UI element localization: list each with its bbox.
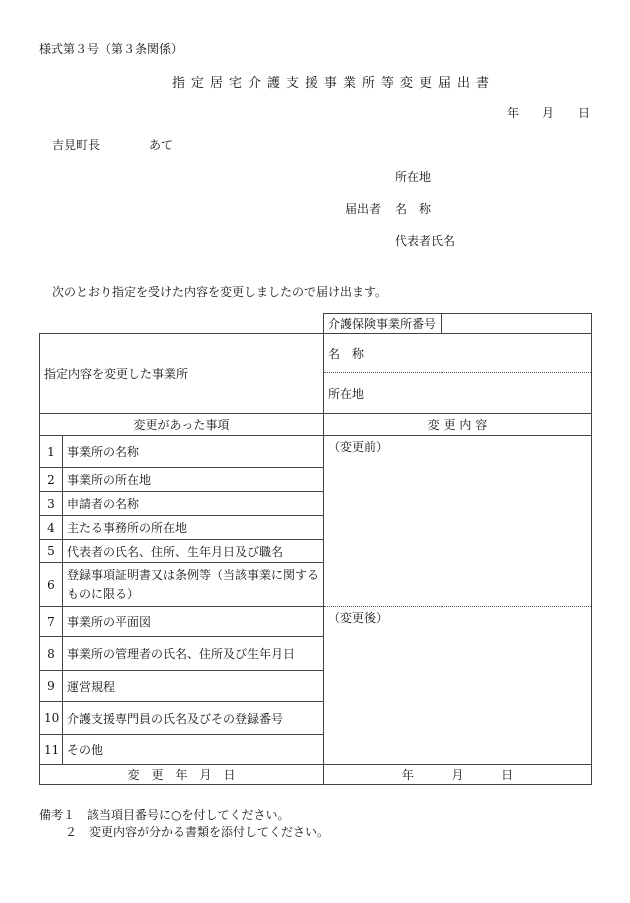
item-label: 運営規程 xyxy=(63,671,324,702)
item-number[interactable]: 2 xyxy=(40,468,63,492)
office-name-label: 名 称 xyxy=(328,346,365,361)
item-label: 事業所の所在地 xyxy=(63,468,324,492)
item-label: 代表者の氏名、住所、生年月日及び職名 xyxy=(63,540,324,563)
after-change-cell[interactable] xyxy=(324,607,592,765)
item-number[interactable]: 4 xyxy=(40,516,63,540)
date-month: 月 xyxy=(542,106,555,120)
item-number[interactable]: 10 xyxy=(40,702,63,735)
change-form-table xyxy=(39,313,592,785)
note-1: 備考１ 該当項目番号に○を付してください。 xyxy=(39,808,290,822)
document-title: 指定居宅介護支援事業所等変更届出書 xyxy=(172,76,496,91)
change-date-label: 変 更 年 月 日 xyxy=(40,765,324,785)
before-change-cell[interactable] xyxy=(324,436,592,607)
item-label: 事業所の平面図 xyxy=(63,607,324,637)
change-date-year: 年 xyxy=(401,768,414,782)
office-address-label: 所在地 xyxy=(328,386,365,401)
addressee-name: 吉見町長 xyxy=(52,138,101,152)
office-number-field[interactable] xyxy=(442,314,592,334)
item-number[interactable]: 9 xyxy=(40,671,63,702)
item-number[interactable]: 5 xyxy=(40,540,63,563)
change-date-day: 日 xyxy=(501,768,514,782)
item-number[interactable]: 6 xyxy=(40,563,63,607)
date-year: 年 xyxy=(507,106,520,120)
item-number[interactable]: 3 xyxy=(40,492,63,516)
item-number[interactable]: 1 xyxy=(40,436,63,468)
form-number: 様式第３号（第３条関係） xyxy=(39,42,184,56)
before-label: （変更前） xyxy=(328,440,389,454)
item-label: 事業所の名称 xyxy=(63,436,324,468)
item-label: 登録事項証明書又は条例等（当該事業に関するものに限る） xyxy=(63,563,324,607)
after-label: （変更後） xyxy=(328,611,389,625)
item-label: 介護支援専門員の氏名及びその登録番号 xyxy=(63,702,324,735)
note-2: ２ 変更内容が分かる書類を添付してください。 xyxy=(65,825,330,839)
item-label: 事業所の管理者の氏名、住所及び生年月日 xyxy=(63,637,324,671)
item-label: 主たる事務所の所在地 xyxy=(63,516,324,540)
applicant-label: 届出者 xyxy=(345,202,382,216)
changed-items-header: 変更があった事項 xyxy=(40,414,324,436)
change-date-field[interactable] xyxy=(324,765,592,785)
office-name-cell[interactable] xyxy=(324,334,592,373)
office-changed-label: 指定内容を変更した事業所 xyxy=(40,334,324,414)
item-number[interactable]: 7 xyxy=(40,607,63,637)
addressee-suffix: あて xyxy=(149,138,174,152)
item-label: その他 xyxy=(63,735,324,765)
applicant-location-label: 所在地 xyxy=(395,170,432,184)
office-address-cell[interactable] xyxy=(324,373,592,414)
applicant-name-label: 名 称 xyxy=(395,202,432,216)
intro-text: 次のとおり指定を受けた内容を変更しましたので届け出ます。 xyxy=(52,285,388,299)
item-number[interactable]: 8 xyxy=(40,637,63,671)
applicant-representative-label: 代表者氏名 xyxy=(395,234,456,248)
item-label: 申請者の名称 xyxy=(63,492,324,516)
change-content-header: 変 更 内 容 xyxy=(324,414,592,436)
item-number[interactable]: 11 xyxy=(40,735,63,765)
office-number-label: 介護保険事業所番号 xyxy=(324,314,442,334)
change-date-month: 月 xyxy=(451,768,464,782)
date-day: 日 xyxy=(578,106,591,120)
